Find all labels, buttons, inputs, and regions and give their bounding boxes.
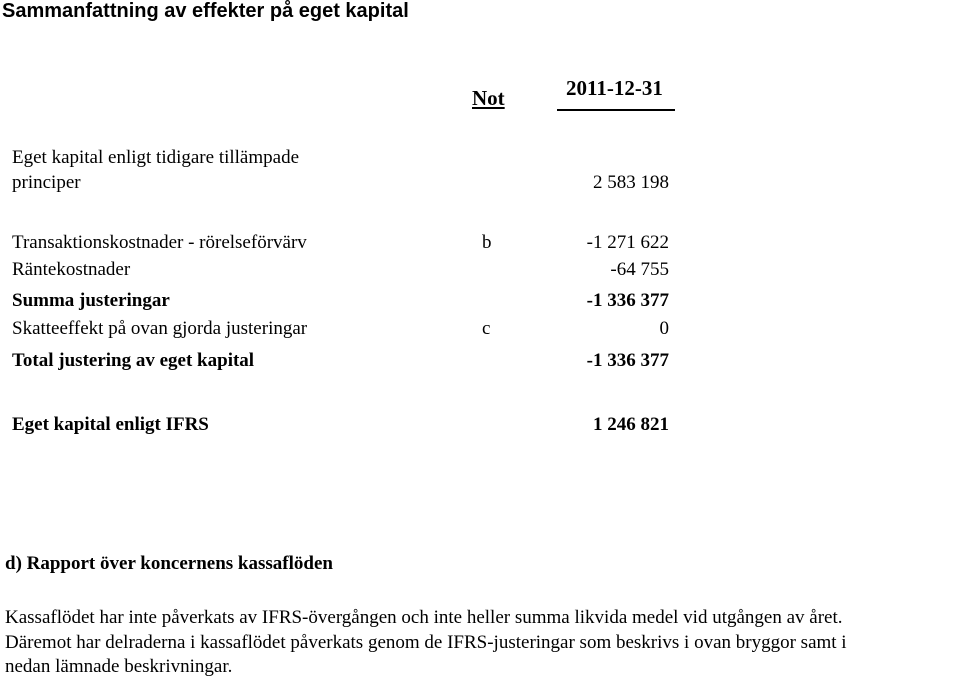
row-value-total-adjustment: -1 336 377 [586, 350, 669, 371]
section-d-title: d) Rapport över koncernens kassaflöden [5, 553, 333, 574]
row-label-transaction-costs: Transaktionskostnader - rörelseförvärv [12, 232, 307, 253]
row-note-tax-effect: c [482, 318, 491, 339]
section-d-line-3: nedan lämnade beskrivningar. [5, 656, 233, 677]
section-d-line-2: Däremot har delraderna i kassaflödet påverkats genom de IFRS-justeringar som beskrivs i ovan bryggor samt i [5, 632, 847, 653]
row-label-tax-effect: Skatteeffekt på ovan gjorda justeringar [12, 318, 308, 339]
date-column-header: 2011-12-31 [566, 76, 663, 100]
row-value-transaction-costs: -1 271 622 [586, 232, 669, 253]
row-label-sum-adjustments: Summa justeringar [12, 290, 170, 311]
row-label-equity-previous-line2: principer [12, 172, 81, 193]
section-d-line-1: Kassaflödet har inte påverkats av IFRS-övergången och inte heller summa likvida medel vid utgången av året. [5, 607, 843, 628]
row-value-equity-previous: 2 583 198 [593, 172, 669, 193]
page-heading: Sammanfattning av effekter på eget kapital [2, 0, 409, 22]
row-label-equity-ifrs: Eget kapital enligt IFRS [12, 414, 209, 435]
row-value-equity-ifrs: 1 246 821 [593, 414, 669, 435]
row-label-equity-previous-line1: Eget kapital enligt tidigare tillämpade [12, 147, 300, 168]
note-column-header: Not [472, 86, 505, 110]
row-label-total-adjustment: Total justering av eget kapital [12, 350, 255, 371]
row-value-tax-effect: 0 [659, 318, 669, 339]
row-note-transaction-costs: b [482, 232, 492, 253]
row-label-interest-costs: Räntekostnader [12, 259, 131, 280]
date-header-underline [557, 109, 675, 111]
row-value-interest-costs: -64 755 [610, 259, 669, 280]
row-value-sum-adjustments: -1 336 377 [586, 290, 669, 311]
